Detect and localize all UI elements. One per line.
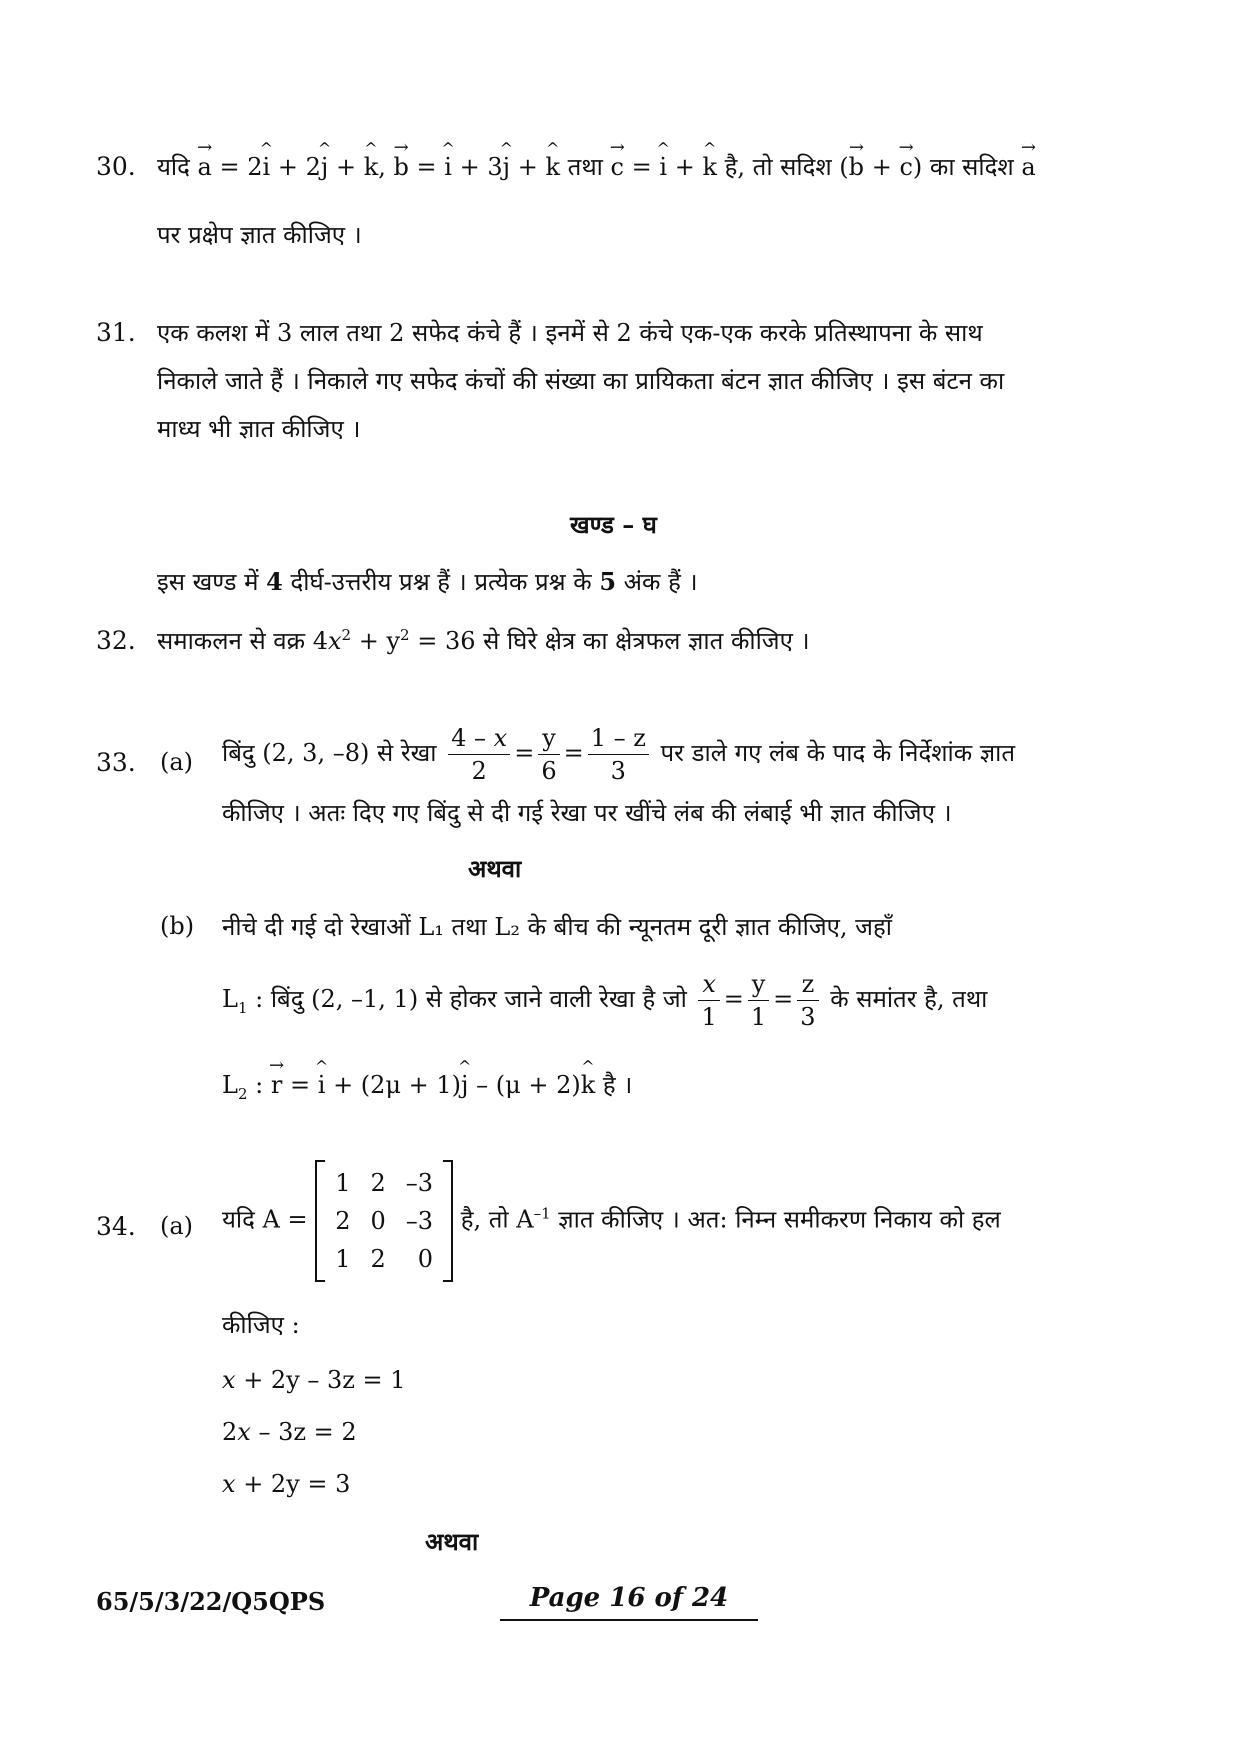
vector-c: → c — [611, 153, 624, 181]
equation-1: x + 2y – 3z = 1 — [222, 1366, 406, 1394]
vector-b: → b — [394, 153, 409, 181]
equation-2: 2x – 3z = 2 — [222, 1418, 357, 1446]
q33-b-l1: $L_1$ : बिंदु (2, –1, 1) से होकर जाने वाली रेखा है जो $\frac{x}{1}$ = $\frac{y}{1}$ = $\frac{z}{3}$ के समांतर है, तथा — [222, 970, 988, 1031]
q33-or: अथवा — [468, 854, 522, 883]
unit-k: ^ k — [364, 153, 379, 181]
section-intro: इस खण्ड में 4 दीर्घ-उत्तरीय प्रश्न हैं । प्रत्येक प्रश्न के 5 अंक हैं । — [157, 567, 698, 596]
q31-line-3: माध्य भी ज्ञात कीजिए । — [157, 415, 361, 443]
paper-code: 65/5/3/22/Q5QPS — [96, 1587, 326, 1616]
q30-line-1: यदि → a = 2^ i + 2^ j + ^ k, → b = ^ i + 3^ j + ^ k तथा → c = ^ i + ^ k है, तो सदिश (→ b + → c) का सदिश → a — [157, 150, 1036, 183]
question-number-34: 34. — [96, 1212, 136, 1241]
q33-b-l2: $L_2$ : → r = ^ i + (2μ + 1)^ j – (μ + 2)^ k है । — [222, 1068, 632, 1103]
fraction-1: $\frac{4 - x}{2}$ — [448, 722, 510, 787]
question-number-32: 32. — [96, 626, 136, 655]
page-number: Page 16 of 24 — [500, 1583, 758, 1621]
q32-text: समाकलन से वक्र $4x^2 + y^2 = 36$ से घिरे क्षेत्र का क्षेत्रफल ज्ञात कीजिए । — [157, 626, 810, 655]
fraction-2: $\frac{y}{6}$ — [538, 722, 559, 787]
fraction-3: $\frac{1 - z}{3}$ — [588, 722, 649, 787]
q31-line-1: एक कलश में 3 लाल तथा 2 सफेद कंचे हैं । इनमें से 2 कंचे एक-एक करके प्रतिस्थापना के साथ — [157, 319, 983, 347]
q33-a-line-1: बिंदु (2, 3, –8) से रेखा $\frac{4 - x}{2}$ = $\frac{y}{6}$ = $\frac{1 - z}{3}$ पर डाले गए लंब के पाद के निर्देशांक ज्ञात — [222, 724, 1016, 785]
q34-a-line-2: कीजिए : — [222, 1311, 300, 1339]
q33-b-line-1: नीचे दी गई दो रेखाओं L₁ तथा L₂ के बीच की न्यूनतम दूरी ज्ञात कीजिए, जहाँ — [222, 913, 892, 941]
q34-a-label: (a) — [160, 1212, 194, 1240]
vector-a: → a — [198, 153, 212, 181]
q33-b-label: (b) — [160, 912, 195, 940]
q33-a-label: (a) — [160, 748, 194, 776]
equation-3: x + 2y = 3 — [222, 1470, 351, 1498]
section-title: खण्ड – घ — [570, 510, 657, 539]
q34-or: अथवा — [425, 1527, 479, 1556]
question-number-31: 31. — [96, 318, 136, 347]
unit-i: ^ i — [263, 153, 271, 181]
q30-line-2: पर प्रक्षेप ज्ञात कीजिए । — [157, 221, 362, 249]
question-number-30: 30. — [96, 152, 136, 181]
q34-a-line-1: यदि A = 1 2 –3 2 0 –3 1 2 0 है, तो $A^{-1}$ ज्ञात कीजिए । अत: निम्न समीकरण निकाय को हल — [222, 1160, 1001, 1282]
unit-j: ^ j — [321, 153, 328, 181]
q33-a-line-2: कीजिए । अतः दिए गए बिंदु से दी गई रेखा पर खींचे लंब की लंबाई भी ज्ञात कीजिए । — [222, 799, 952, 827]
question-number-33: 33. — [96, 748, 136, 777]
q31-line-2: निकाले जाते हैं । निकाले गए सफेद कंचों की संख्या का प्रायिकता बंटन ज्ञात कीजिए । इस बंटन का — [157, 367, 1005, 395]
matrix-a: 1 2 –3 2 0 –3 1 2 0 — [315, 1160, 453, 1282]
